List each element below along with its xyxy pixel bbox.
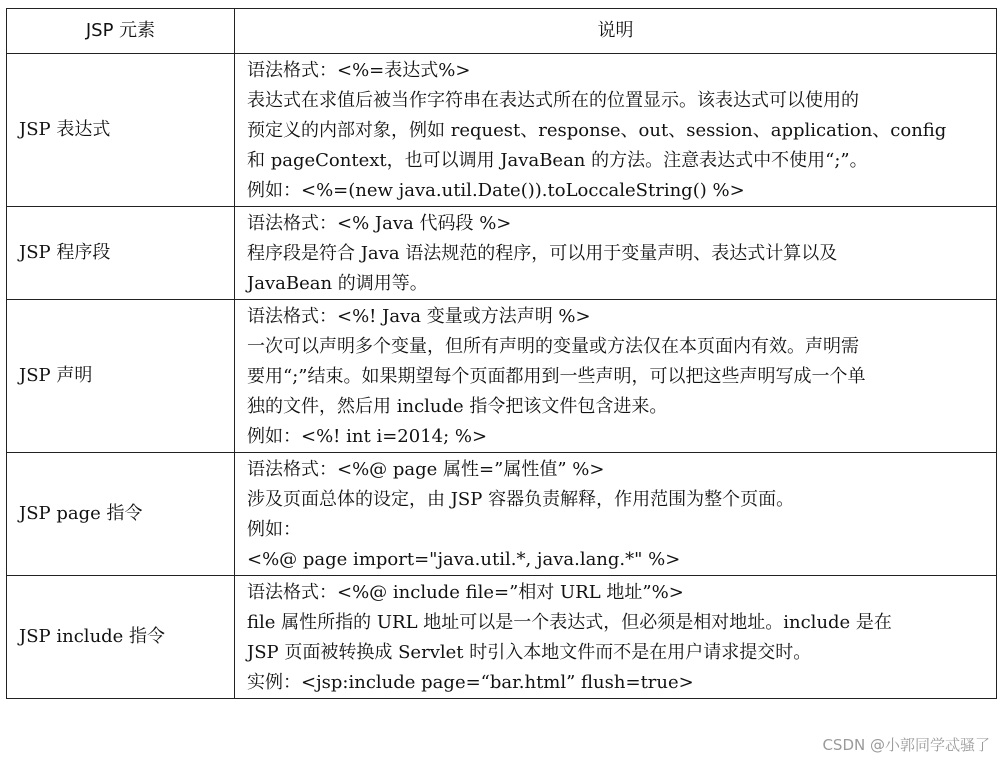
- example-line: 例如：<%=(new java.util.Date()).toLoccaleString() %>: [247, 180, 745, 201]
- description-line: JavaBean 的调用等。: [247, 273, 428, 294]
- element-name: JSP 表达式: [7, 54, 235, 207]
- description-line: 涉及页面总体的设定，由 JSP 容器负责解释，作用范围为整个页面。: [247, 489, 795, 510]
- element-description: [235, 207, 997, 300]
- description-line: 要用“;”结束。如果期望每个页面都用到一些声明，可以把这些声明写成一个单: [247, 366, 866, 387]
- syntax-line: 语法格式：<% Java 代码段 %>: [247, 213, 512, 234]
- element-name: JSP 声明: [7, 300, 235, 453]
- example-line: 实例：<jsp:include page=“bar.html” flush=true>: [247, 672, 694, 693]
- header-description: 说明: [235, 9, 997, 54]
- example-line: <%@ page import="java.util.*, java.lang.*" %>: [247, 549, 681, 570]
- example-line: 例如：<%! int i=2014; %>: [247, 426, 488, 447]
- description-line: 一次可以声明多个变量，但所有声明的变量或方法仅在本页面内有效。声明需: [247, 336, 859, 357]
- table-row: [7, 54, 997, 207]
- csdn-watermark: CSDN @小郭同学忒骚了: [822, 736, 990, 754]
- header-jsp-element: JSP 元素: [7, 9, 235, 54]
- table-row: [7, 300, 997, 453]
- syntax-line: 语法格式：<%@ page 属性=”属性值” %>: [247, 459, 605, 480]
- element-description: [235, 300, 997, 453]
- syntax-line: 语法格式：<%@ include file=”相对 URL 地址”%>: [247, 582, 684, 603]
- element-name: JSP 程序段: [7, 207, 235, 300]
- syntax-line: 语法格式：<%=表达式%>: [247, 60, 471, 81]
- description-line: 独的文件，然后用 include 指令把该文件包含进来。: [247, 396, 668, 417]
- description-line: file 属性所指的 URL 地址可以是一个表达式，但必须是相对地址。include 是在: [247, 612, 892, 633]
- description-line: JSP 页面被转换成 Servlet 时引入本地文件而不是在用户请求提交时。: [247, 642, 812, 663]
- description-line: 程序段是符合 Java 语法规范的程序，可以用于变量声明、表达式计算以及: [247, 243, 838, 264]
- example-label: 例如：: [247, 519, 301, 540]
- element-description: [235, 54, 997, 207]
- description-line: 表达式在求值后被当作字符串在表达式所在的位置显示。该表达式可以使用的: [247, 90, 859, 111]
- table-row: [7, 576, 997, 699]
- description-line: 预定义的内部对象，例如 request、response、out、session、application、config: [247, 120, 947, 141]
- syntax-line: 语法格式：<%! Java 变量或方法声明 %>: [247, 306, 591, 327]
- table-header-row: [7, 9, 997, 54]
- jsp-elements-table: [6, 8, 997, 699]
- element-name: JSP include 指令: [7, 576, 235, 699]
- table-row: [7, 207, 997, 300]
- description-line: 和 pageContext，也可以调用 JavaBean 的方法。注意表达式中不使用“;”。: [247, 150, 868, 171]
- element-name: JSP page 指令: [7, 453, 235, 576]
- table-row: [7, 453, 997, 576]
- element-description: [235, 576, 997, 699]
- element-description: [235, 453, 997, 576]
